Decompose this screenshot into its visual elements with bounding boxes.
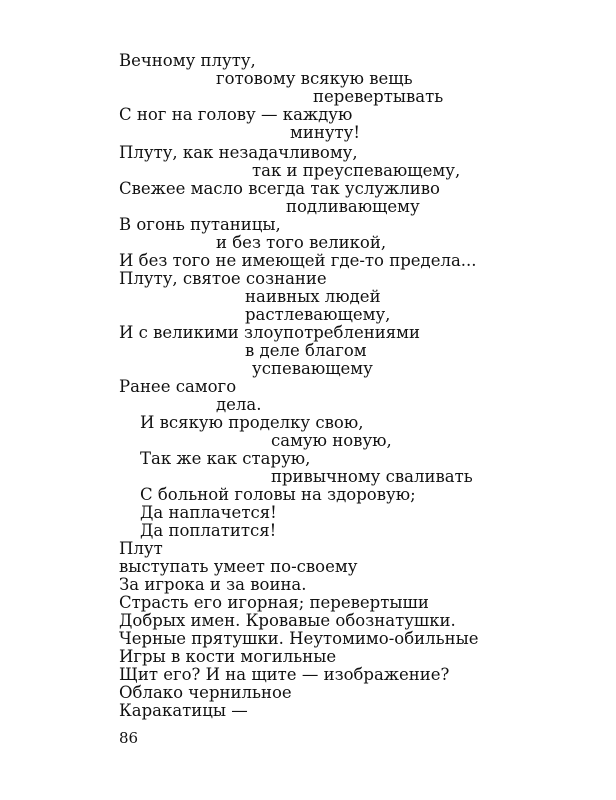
- poem-line: Так же как старую,: [140, 449, 311, 468]
- poem-line: За игрока и за воина.: [119, 575, 307, 594]
- poem-line: готовому всякую вещь: [216, 69, 413, 88]
- poem-line: привычному сваливать: [271, 467, 473, 486]
- poem-line: наивных людей: [245, 287, 381, 306]
- poem-line: дела.: [216, 395, 262, 414]
- poem-line: Плут: [119, 539, 163, 558]
- poem-line: в деле благом: [245, 341, 367, 360]
- poem-line: Да наплачется!: [140, 503, 277, 522]
- poem-line: Вечному плуту,: [119, 51, 256, 70]
- poem-line: Игры в кости могильные: [119, 647, 337, 666]
- poem-line: Щит его? И на щите — изображение?: [119, 665, 450, 684]
- poem-line: так и преуспевающему,: [252, 161, 461, 180]
- poem-line: Добрых имен. Кровавые обознатушки.: [119, 611, 456, 630]
- poem-line: Черные прятушки. Неутомимо-обильные: [119, 629, 479, 648]
- poem-line: С больной головы на здоровую;: [140, 485, 416, 504]
- poem-line: минуту!: [290, 123, 361, 142]
- poem-line: И с великими злоупотреблениями: [119, 323, 420, 342]
- poem-line: и без того великой,: [216, 233, 387, 252]
- poem-line: выступать умеет по-своему: [119, 557, 358, 576]
- poem-line: Свежее масло всегда так услужливо: [119, 179, 440, 198]
- poem-line: В огонь путаницы,: [119, 215, 281, 234]
- poem-line: подливающему: [286, 197, 420, 216]
- poem-line: Да поплатится!: [140, 521, 277, 540]
- poem-line: И без того не имеющей где-то предела...: [119, 251, 477, 270]
- poem-line: успевающему: [252, 359, 373, 378]
- poem-line: Облако чернильное: [119, 683, 292, 702]
- page-number: 86: [119, 729, 139, 747]
- poem-line: И всякую проделку свою,: [140, 413, 364, 432]
- poem-line: Плуту, святое сознание: [119, 269, 327, 288]
- poem-line: Каракатицы —: [119, 701, 248, 720]
- poem-line: Ранее самого: [119, 377, 237, 396]
- poem-line: Страсть его игорная; перевертыши: [119, 593, 429, 612]
- poem-line: растлевающему,: [245, 305, 391, 324]
- poem-line: самую новую,: [271, 431, 392, 450]
- poem-line: С ног на голову — каждую: [119, 105, 353, 124]
- poem-line: перевертывать: [313, 87, 444, 106]
- poem-line: Плуту, как незадачливому,: [119, 143, 358, 162]
